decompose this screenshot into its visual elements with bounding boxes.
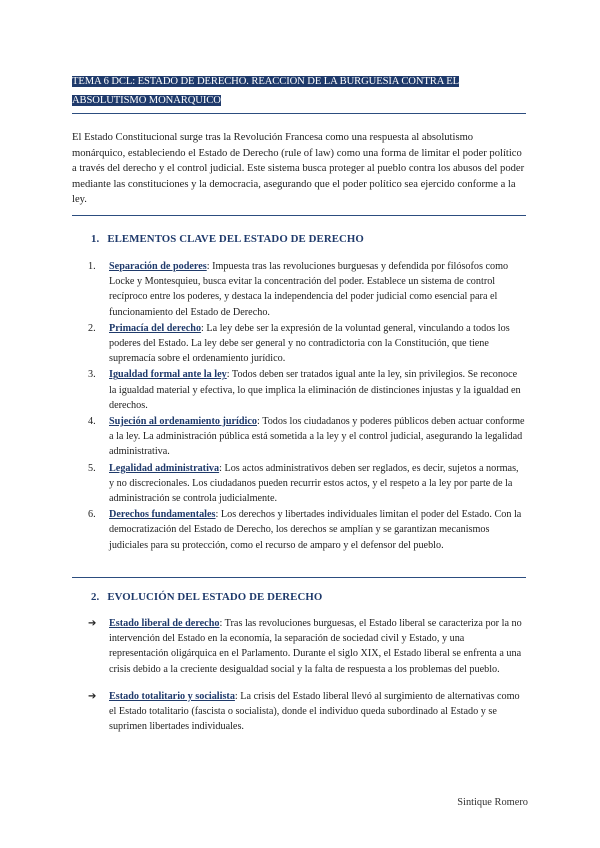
section-1-heading [91, 233, 364, 245]
list-item [88, 689, 526, 735]
list-marker: 6. [88, 509, 96, 521]
intro-paragraph: El Estado Constitucional surge tras la Revolución Francesa como una respuesta al absolutismo monárquico, estableciendo el Estado de Derecho (rule of law) como una forma de limitar el poder político a través del derecho y el control judicial. Este sistema busca proteger al pueblo contra los abusos del poder mediante las constituciones y la democracia, asegurando que el poder político sea ejercido conforme a la ley. [72, 132, 525, 206]
section-1-number: 1. [91, 233, 100, 245]
list-term: Derechos fundamentales [109, 509, 216, 521]
list-text: : Impuesta tras las revoluciones burguesas y defendida por filósofos como Locke y Montesquieu, busca evitar la concentración del poder. Establece un sistema de control recíproco entre los poderes, y destaca la independencia del poder judicial como esencial para el funcionamiento del Estado de Derecho. [109, 261, 509, 318]
list-text: : La crisis del Estado liberal llevó al surgimiento de alternativas como el Estado totalitario (fascista o socialista), donde el individuo queda subordinado al Estado y se suprimen libertades individuales. [109, 690, 520, 733]
divider [72, 113, 526, 114]
list-text: : La ley debe ser la expresión de la voluntad general, vinculando a todos los poderes del Estado. La ley debe ser general y no contradictoria con la Constitución, que tiene supremacía sobre el ordenamiento jurídico. [109, 322, 510, 365]
list-text: : Los derechos y libertades individuales limitan el poder del Estado. Con la democratización del Estado de Derecho, los derechos se amplían y se garantizan mecanismos judiciales para su protección, como el recurso de amparo y el defensor del pueblo. [109, 509, 522, 551]
divider [72, 215, 526, 216]
list-text: : Tras las revoluciones burguesas, el Estado liberal se caracteriza por la no intervención del Estado en la economía, la separación de sociedad civil y Estado, y una representación oligárquica en el Parlamento. Durante el siglo XIX, el Estado liberal se enfrenta a una crisis debido a la creciente desigualdad social y la falta de respuesta a los problemas del pueblo. [109, 618, 522, 675]
list-term: Legalidad administrativa [109, 462, 220, 474]
list-item [88, 259, 526, 320]
title-line-1: TEMA 6 DCL: ESTADO DE DERECHO. REACCIÓN DE LA BURGUESÍA CONTRA EL [72, 76, 459, 87]
list-item [88, 321, 526, 367]
arrow-bullet-icon: ➔ [88, 618, 97, 629]
list-text: : Todos deben ser tratados igual ante la ley, sin privilegios. Se reconoce la igualdad material y efectiva, lo que implica la eliminación de distinciones injustas y la igualdad en derechos. [109, 369, 521, 411]
list-item [88, 414, 526, 460]
list-term: Igualdad formal ante la ley [109, 369, 227, 381]
list-text: : Los actos administrativos deben ser reglados, es decir, sujetos a normas, y no discrecionales. Los ciudadanos pueden recurrir estos actos, y el respeto a la ley por parte de la administración se controla judicialmente. [109, 462, 519, 505]
list-marker: 5. [88, 462, 96, 474]
title-line-2: ABSOLUTISMO MONÁRQUICO [72, 94, 221, 106]
document-title [72, 71, 532, 108]
evolution-list [88, 616, 526, 746]
list-marker: 1. [88, 261, 96, 272]
arrow-bullet-icon: ➔ [88, 690, 97, 702]
list-marker: 4. [88, 416, 96, 428]
list-item [88, 461, 526, 507]
list-item [88, 507, 526, 553]
section-2-heading [91, 591, 322, 603]
list-item [88, 367, 526, 413]
list-term: Sujeción al ordenamiento jurídico [109, 416, 257, 428]
list-term: Estado totalitario y socialista [109, 690, 235, 702]
list-item [88, 616, 526, 677]
list-marker: 2. [88, 322, 96, 334]
key-elements-list [88, 259, 526, 553]
section-2-number: 2. [91, 591, 100, 603]
list-term: Primacía del derecho [109, 322, 202, 334]
list-text: : Todos los ciudadanos y poderes públicos deben actuar conforme a la ley. La administración pública está sometida a la ley y el control judicial, asegurando la legalidad administrativa. [109, 416, 525, 458]
divider [72, 577, 526, 578]
footer-author: Sintique Romero [457, 797, 528, 808]
section-2-title: EVOLUCIÓN DEL ESTADO DE DERECHO [107, 591, 323, 603]
list-marker: 3. [88, 369, 96, 381]
list-term: Estado liberal de derecho [109, 618, 220, 629]
list-term: Separación de poderes [109, 261, 207, 272]
section-1-title: ELEMENTOS CLAVE DEL ESTADO DE DERECHO [107, 233, 364, 245]
